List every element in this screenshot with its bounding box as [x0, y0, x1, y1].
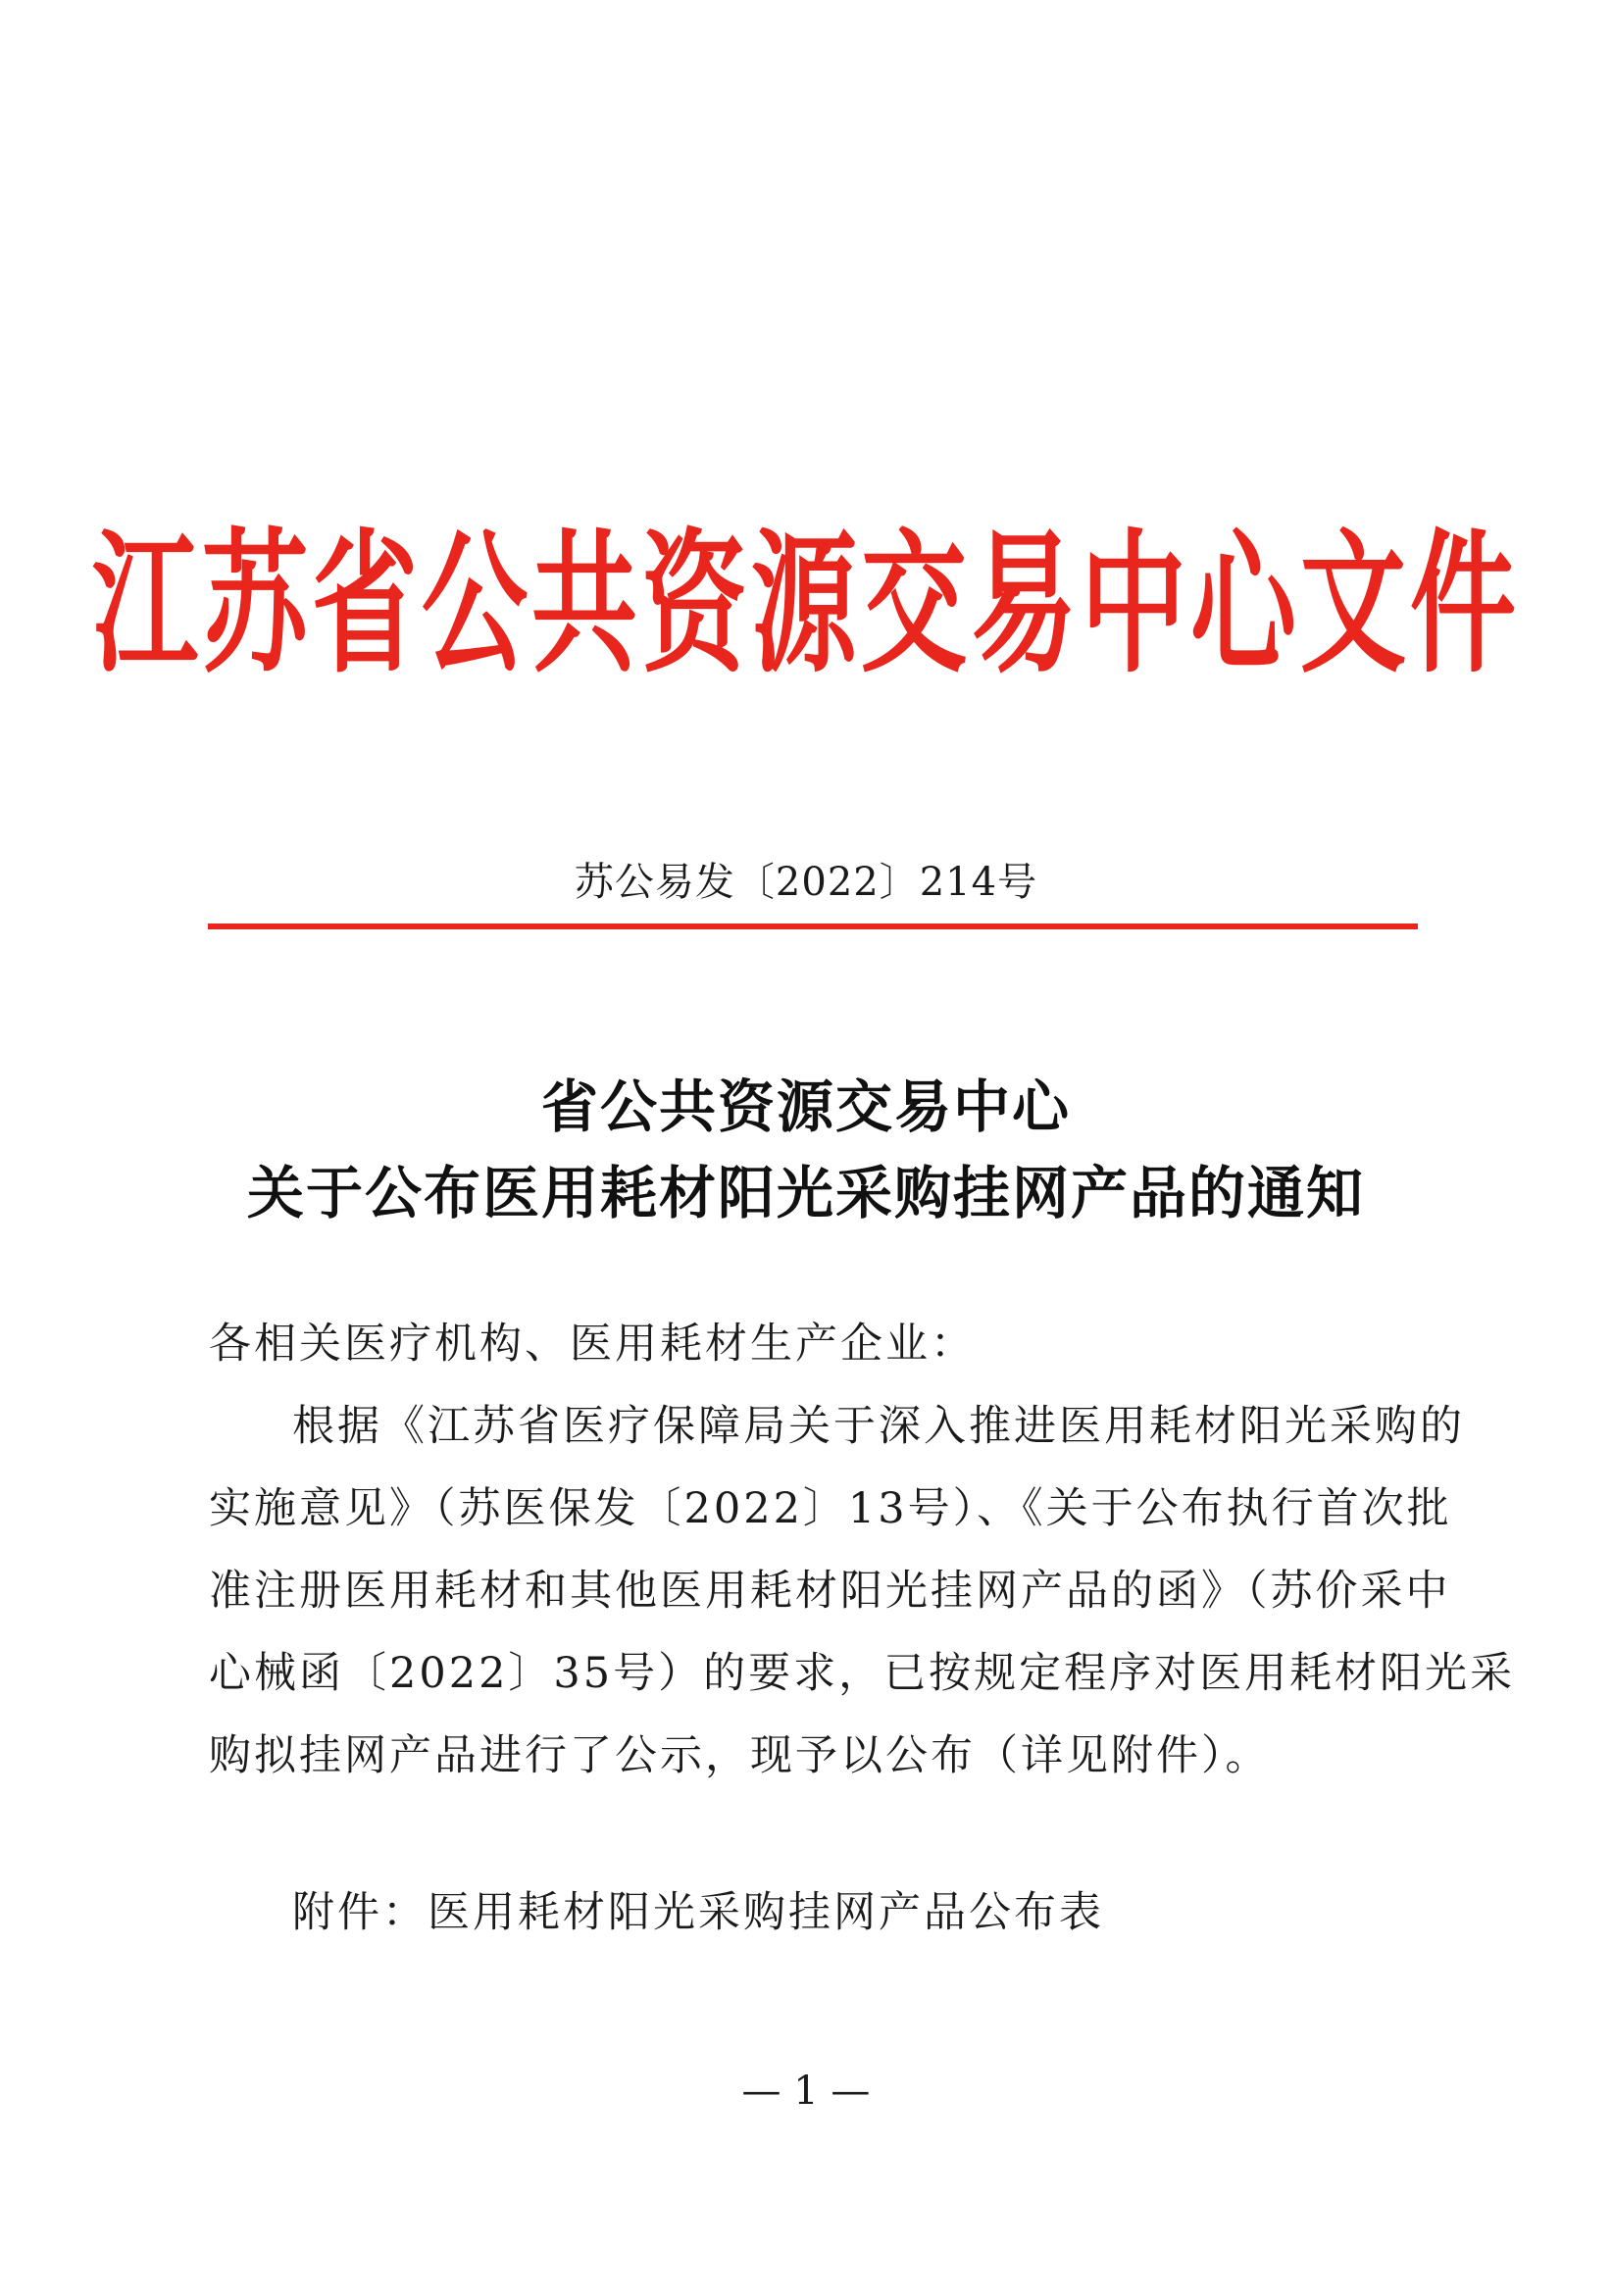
addressee: 各相关医疗机构、医用耗材生产企业： — [209, 1320, 976, 1369]
attachment-line: 附件：医用耗材阳光采购挂网产品公布表 — [292, 1888, 1104, 1937]
body-paragraph-line-3: 准注册医用耗材和其他医用耗材阳光挂网产品的函》（苏价采中 — [209, 1567, 1451, 1616]
body-paragraph-line-2: 实施意见》（苏医保发〔2022〕13号）、《关于公布执行首次批 — [209, 1484, 1452, 1533]
body-paragraph-line-1: 根据《江苏省医疗保障局关于深入推进医用耗材阳光采购的 — [292, 1402, 1465, 1451]
document-number: 苏公易发〔2022〕214号 — [574, 860, 1038, 905]
notice-title-line-2: 关于公布医用耗材阳光采购挂网产品的通知 — [246, 1160, 1365, 1226]
notice-title-line-1: 省公共资源交易中心 — [540, 1073, 1071, 1140]
body-paragraph-line-5: 购拟挂网产品进行了公示，现予以公布（详见附件）。 — [209, 1731, 1271, 1780]
red-divider-line — [208, 923, 1418, 929]
masthead-title: 江苏省公共资源交易中心文件 — [91, 516, 1520, 695]
page-number: — 1 — — [741, 2069, 871, 2114]
body-paragraph-line-4: 心械函〔2022〕35号）的要求，已按规定程序对医用耗材阳光采 — [209, 1649, 1516, 1698]
